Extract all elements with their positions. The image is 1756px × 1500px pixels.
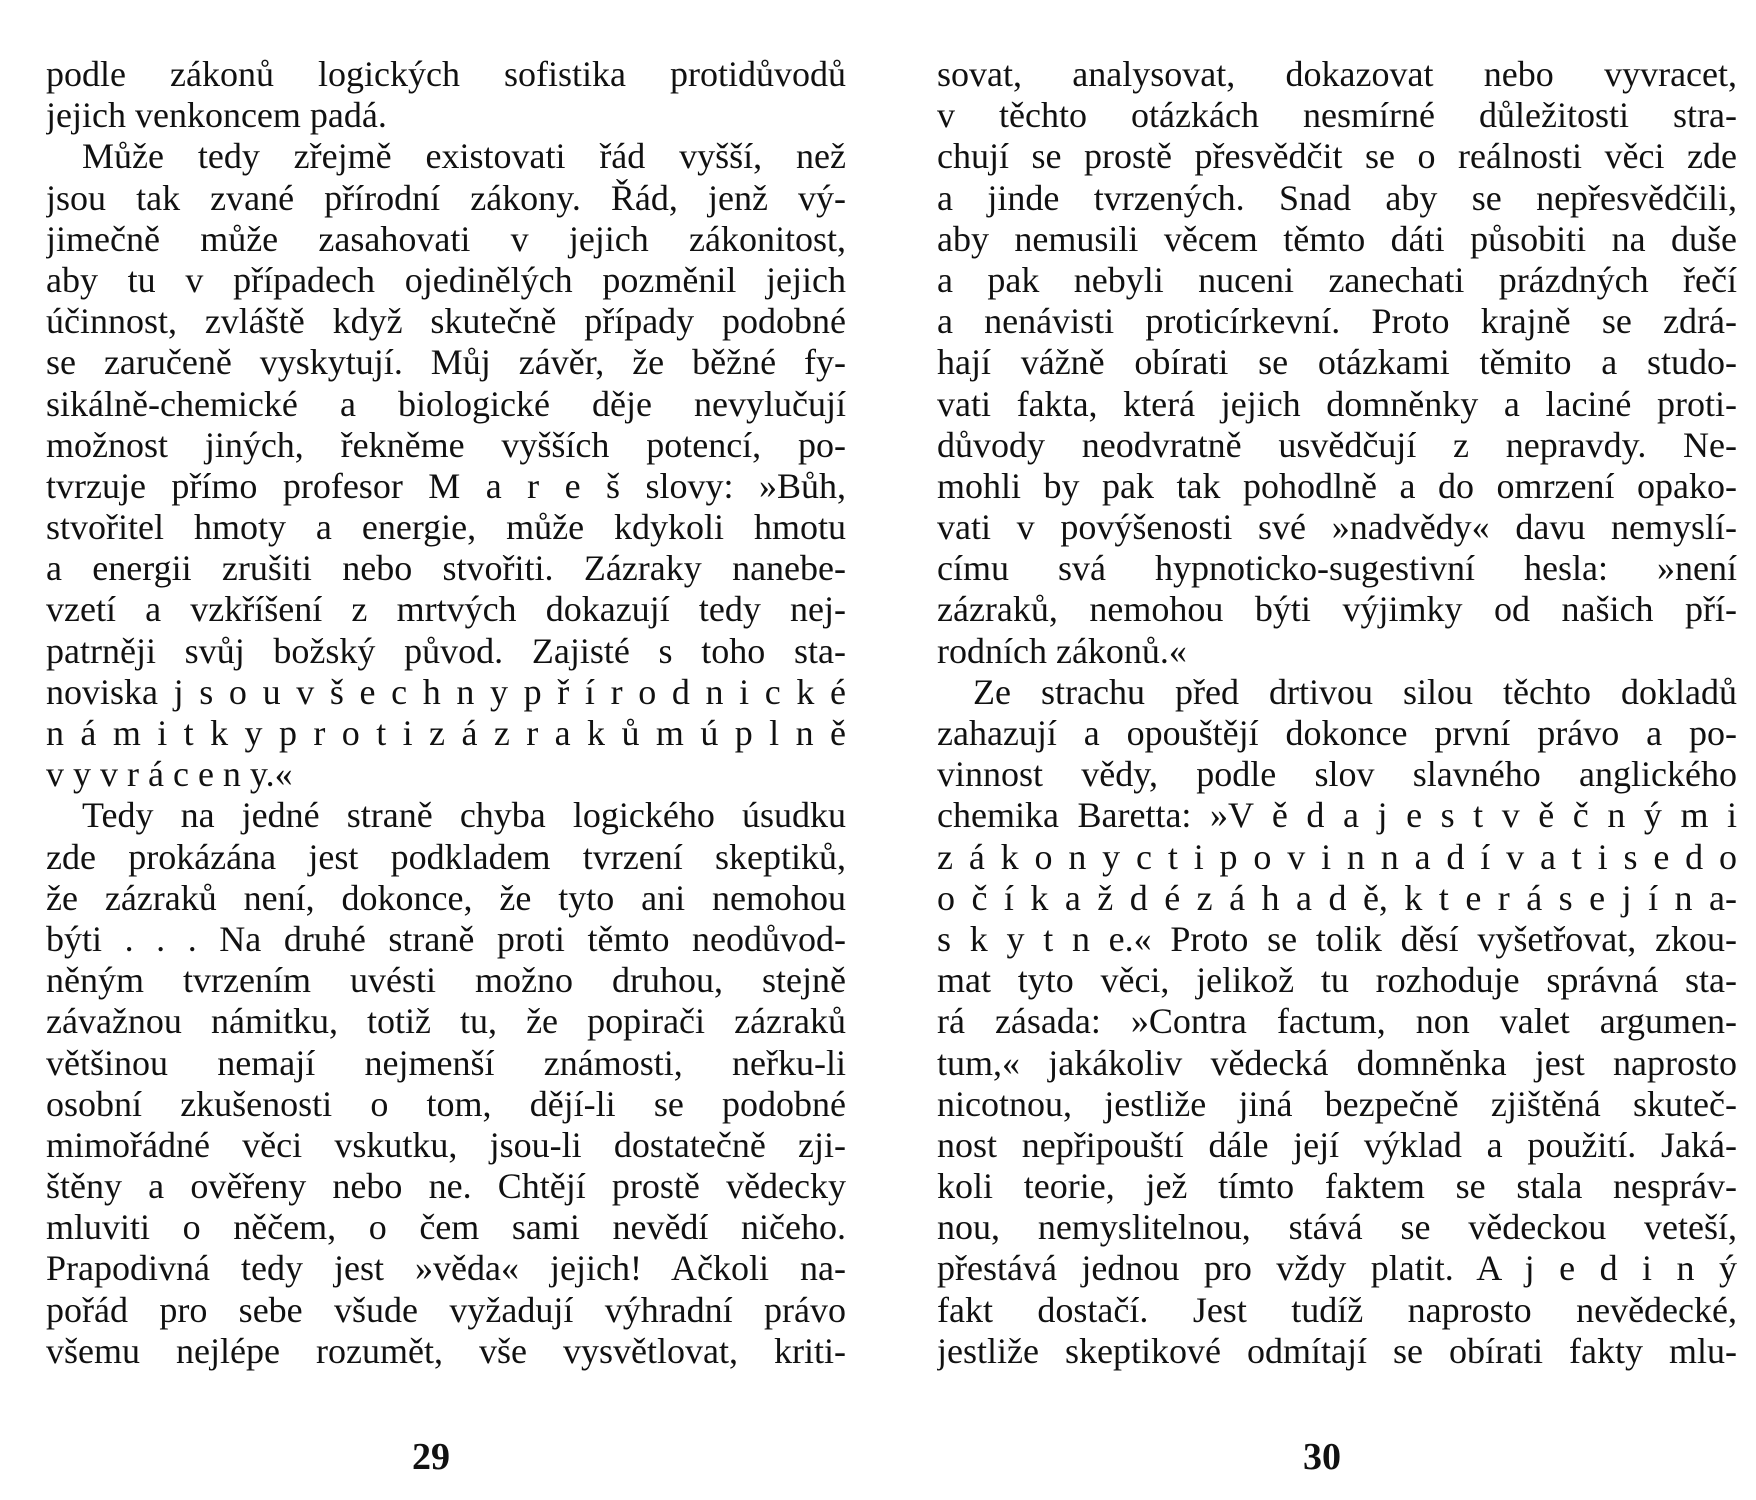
- left-page: [46, 54, 846, 1372]
- text-line: vzetí a vzkříšení z mrtvých dokazují tedy nej-: [46, 589, 846, 630]
- text-line: sikálně-chemické a biologické děje nevylučují: [46, 383, 846, 424]
- text-line: a energii zrušiti nebo stvořiti. Zázraky nanebe-: [46, 548, 846, 589]
- text-line: a jinde tvrzených. Snad aby se nepřesvědčili,: [937, 177, 1737, 218]
- text-line: všemu nejlépe rozumět, vše vysvětlovat, kriti-: [46, 1330, 846, 1371]
- text-line: patrněji svůj božský původ. Zajisté s toho sta-: [46, 630, 846, 671]
- text-line: vati v povýšenosti své »nadvědy« davu nemyslí-: [937, 507, 1737, 548]
- text-line: n á m i t k y p r o t i z á z r a k ů m ú p l n ě: [46, 713, 846, 753]
- text-line: mluviti o něčem, o čem sami nevědí ničeho.: [46, 1207, 846, 1248]
- text-line: sovat, analysovat, dokazovat nebo vyvracet,: [937, 54, 1737, 94]
- text-line: zázraků, nemohou býti výjimky od našich pří-: [937, 589, 1737, 630]
- text-line: rá zásada: »Contra factum, non valet argumen-: [937, 1001, 1737, 1042]
- text-line: podle zákonů logických sofistika protidůvodů: [46, 54, 846, 94]
- text-line: mohli by pak tak pohodlně a do omrzení opako-: [937, 465, 1737, 506]
- text-line: štěny a ověřeny nebo ne. Chtějí prostě vědecky: [46, 1166, 846, 1207]
- text-line: v y v r á c e n y.«: [46, 754, 293, 795]
- text-line: aby nemusili věcem těmto dáti působiti na duše: [937, 218, 1737, 259]
- text-line: hají vážně obírati se otázkami těmito a studo-: [937, 342, 1737, 383]
- text-line: jimečně může zasahovati v jejich zákonitost,: [46, 218, 846, 259]
- text-line: zde prokázána jest podkladem tvrzení skeptiků,: [46, 836, 846, 877]
- text-line: přestává jednou pro vždy platit. A j e d i n ý: [937, 1248, 1737, 1289]
- page-number-left: 29: [412, 1436, 450, 1478]
- text-line: se zaručeně vyskytují. Můj závěr, že běžné fy-: [46, 342, 846, 383]
- text-line: mat tyto věci, jelikož tu rozhoduje správná sta-: [937, 960, 1737, 1001]
- text-line: stvořitel hmoty a energie, může kdykoli hmotu: [46, 507, 846, 548]
- page-number-right: 30: [1303, 1436, 1341, 1478]
- text-line: pořád pro sebe všude vyžadují výhradní právo: [46, 1289, 846, 1330]
- text-line: fakt dostačí. Jest tudíž naprosto nevědecké,: [937, 1289, 1737, 1330]
- text-line: nou, nemyslitelnou, stává se vědeckou veteší,: [937, 1207, 1737, 1248]
- right-page: [937, 54, 1737, 1372]
- right-page-text: [937, 54, 1737, 1372]
- left-page-text: [46, 54, 846, 1372]
- text-line: možnost jiných, řekněme vyšších potencí, po-: [46, 424, 846, 465]
- text-line: důvody neodvratně usvědčují z nepravdy. Ne-: [937, 424, 1737, 465]
- text-line: osobní zkušenosti o tom, dějí-li se podobné: [46, 1083, 846, 1124]
- text-line: jestliže skeptikové odmítají se obírati fakty mlu-: [937, 1330, 1737, 1371]
- text-line: rodních zákonů.«: [937, 630, 1187, 671]
- text-line: v těchto otázkách nesmírné důležitosti stra-: [937, 95, 1737, 136]
- text-line: chují se prostě přesvědčit se o reálnosti věci zde: [937, 136, 1737, 177]
- text-line: nost nepřipouští dále její výklad a použití. Jaká-: [937, 1124, 1737, 1165]
- text-line: noviska j s o u v š e c h n y p ř í r o d n i c k é: [46, 671, 846, 712]
- text-line: aby tu v případech ojedinělých pozměnil jejich: [46, 259, 846, 300]
- text-line: většinou nemají nejmenší známosti, neřku-li: [46, 1042, 846, 1083]
- text-line: mimořádné věci vskutku, jsou-li dostatečně zji-: [46, 1124, 846, 1165]
- text-line: vinnost vědy, podle slov slavného anglického: [937, 754, 1737, 795]
- text-line: něným tvrzením uvésti možno druhou, stejně: [46, 960, 846, 1001]
- text-line: závažnou námitku, totiž tu, že popirači zázraků: [46, 1001, 846, 1042]
- text-line: s k y t n e.« Proto se tolik děsí vyšetřovat, zkou-: [937, 918, 1737, 959]
- text-line: jsou tak zvané přírodní zákony. Řád, jenž vý-: [46, 177, 846, 218]
- text-line: zahazují a opouštějí dokonce první právo a po-: [937, 713, 1737, 753]
- text-line: Prapodivná tedy jest »věda« jejich! Ačkoli na-: [46, 1248, 846, 1289]
- text-line: tvrzuje přímo profesor M a r e š slovy: »Bůh,: [46, 465, 846, 506]
- text-line: býti . . . Na druhé straně proti těmto neodůvod-: [46, 918, 846, 959]
- text-line: že zázraků není, dokonce, že tyto ani nemohou: [46, 877, 846, 918]
- text-line: Může tedy zřejmě existovati řád vyšší, než: [82, 136, 846, 177]
- text-line: Ze strachu před drtivou silou těchto dokladů: [973, 671, 1737, 712]
- text-line: jejich venkoncem padá.: [46, 95, 387, 136]
- text-line: nicotnou, jestliže jiná bezpečně zjištěná skuteč-: [937, 1083, 1737, 1124]
- text-line: a pak nebyli nuceni zanechati prázdných řečí: [937, 259, 1737, 300]
- text-line: Tedy na jedné straně chyba logického úsudku: [82, 795, 846, 836]
- text-line: z á k o n y c t i p o v i n n a d í v a t i s e d o: [937, 836, 1737, 877]
- text-line: tum,« jakákoliv vědecká domněnka jest naprosto: [937, 1042, 1737, 1083]
- text-line: címu svá hypnoticko-sugestivní hesla: »není: [937, 548, 1737, 589]
- text-line: a nenávisti proticírkevní. Proto krajně se zdrá-: [937, 301, 1737, 342]
- text-line: o č í k a ž d é z á h a d ě, k t e r á s e j í n a-: [937, 877, 1737, 918]
- text-line: chemika Baretta: »V ě d a j e s t v ě č n ý m i: [937, 795, 1737, 836]
- text-line: koli teorie, jež tímto faktem se stala nespráv-: [937, 1166, 1737, 1207]
- text-line: vati fakta, která jejich domněnky a laciné proti-: [937, 383, 1737, 424]
- text-line: účinnost, zvláště když skutečně případy podobné: [46, 301, 846, 342]
